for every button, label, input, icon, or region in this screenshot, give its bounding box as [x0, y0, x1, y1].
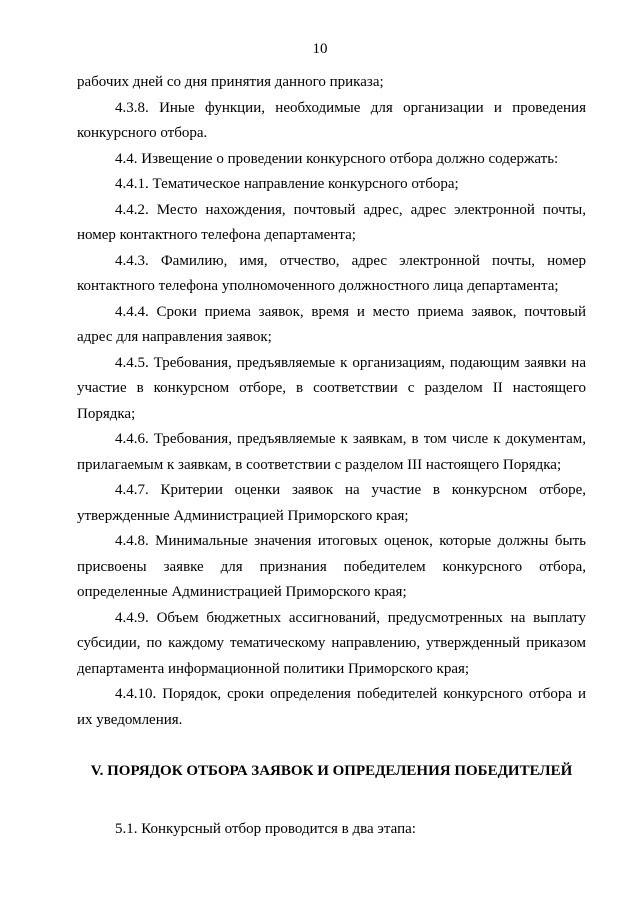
section-heading: V. ПОРЯДОК ОТБОРА ЗАЯВОК И ОПРЕДЕЛЕНИЯ ПОБЕДИТЕЛЕЙ [90, 763, 573, 779]
paragraph: 4.4.8. Минимальные значения итоговых оценок, которые должны быть присвоены заявке для признания победителем конкурсного отбора, определенные Администрацией Приморского края; [77, 533, 586, 600]
paragraph: 4.4.1. Тематическое направление конкурсного отбора; [115, 176, 459, 192]
paragraph: 4.4.3. Фамилию, имя, отчество, адрес электронной почты, номер контактного телефона уполномоченного должностного лица департамента; [77, 252, 586, 294]
paragraph: 5.1. Конкурсный отбор проводится в два этапа: [115, 821, 416, 837]
paragraph: 4.3.8. Иные функции, необходимые для организации и проведения конкурсного отбора. [77, 99, 586, 141]
paragraph: 4.4.2. Место нахождения, почтовый адрес, адрес электронной почты, номер контактного телефона департамента; [77, 201, 586, 243]
paragraph: 4.4.9. Объем бюджетных ассигнований, предусмотренных на выплату субсидии, по каждому тематическому направлению, утвержденный приказом департамента информационной политики Приморского края; [77, 609, 586, 677]
paragraph: 4.4.4. Сроки приема заявок, время и место приема заявок, почтовый адрес для направления заявок; [77, 303, 586, 345]
paragraph: рабочих дней со дня принятия данного приказа; [77, 74, 384, 90]
document-body [77, 70, 586, 733]
paragraph: 4.4. Извещение о проведении конкурсного отбора должно содержать: [115, 150, 559, 167]
paragraph: 4.4.10. Порядок, сроки определения победителей конкурсного отбора и их уведомления. [77, 686, 586, 728]
paragraph: 4.4.7. Критерии оценки заявок на участие в конкурсном отборе, утвержденные Администрацией Приморского края; [77, 482, 586, 524]
paragraph: 4.4.5. Требования, предъявляемые к организациям, подающим заявки на участие в конкурсном отборе, в соответствии с разделом II настоящего Порядка; [77, 354, 586, 422]
paragraph: 4.4.6. Требования, предъявляемые к заявкам, в том числе к документам, прилагаемым к заявкам, в соответствии с разделом III настоящего Порядка; [77, 431, 586, 473]
page-number: 10 [312, 41, 328, 57]
